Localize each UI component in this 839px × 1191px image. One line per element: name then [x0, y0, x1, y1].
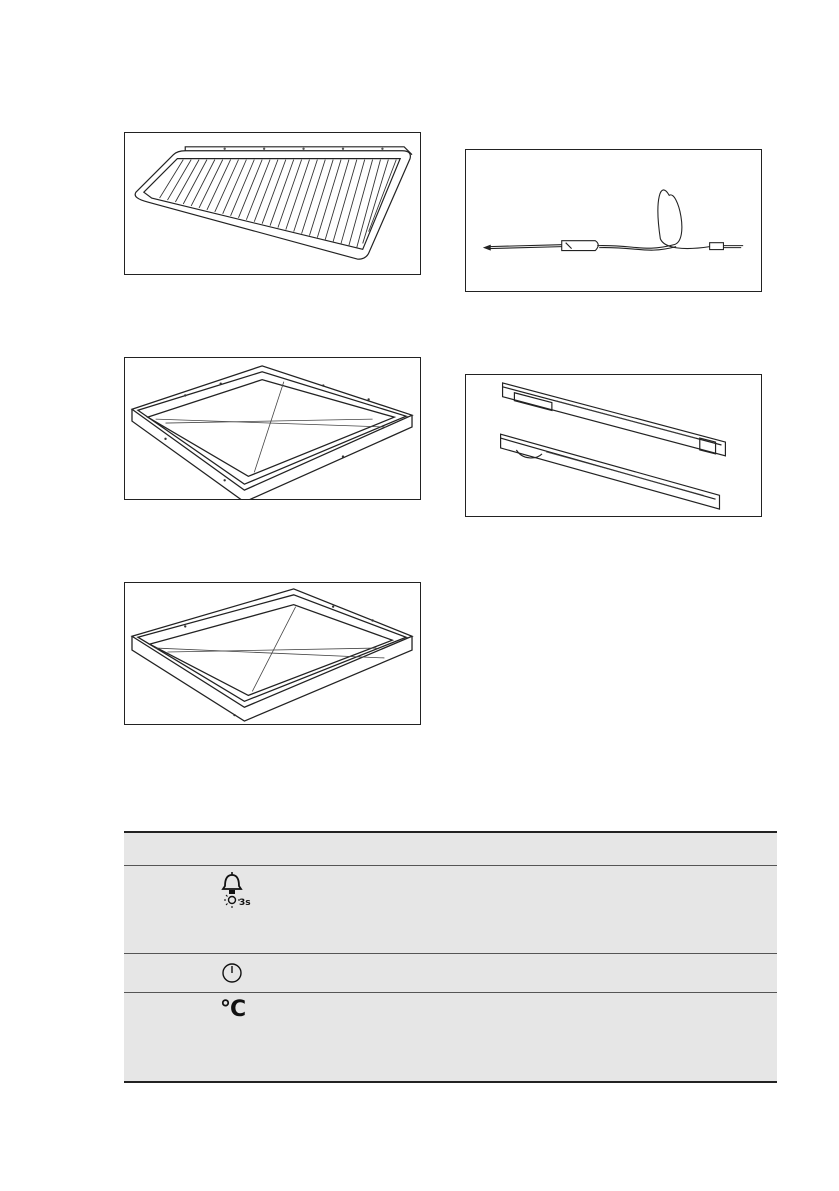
deep-pan-figure — [124, 582, 421, 725]
svg-text:3s: 3s — [239, 898, 251, 908]
telescopic-runners-figure — [465, 374, 762, 517]
temperature-icon: °C — [220, 997, 246, 1022]
bell-3s-icon — [212, 870, 252, 910]
table-header-row — [124, 833, 777, 866]
wire-shelf-illustration — [125, 133, 420, 274]
clock-icon — [212, 960, 252, 986]
baking-tray-figure — [124, 357, 421, 500]
symbol-table — [124, 831, 777, 1083]
table-row — [124, 954, 777, 993]
wire-shelf-figure — [124, 132, 421, 275]
food-probe-figure — [465, 149, 762, 292]
table-row — [124, 993, 777, 1081]
baking-tray-illustration — [125, 358, 420, 499]
food-probe-illustration — [466, 150, 761, 291]
table-row — [124, 866, 777, 954]
runners-illustration — [466, 375, 761, 516]
deep-pan-illustration — [125, 583, 420, 724]
